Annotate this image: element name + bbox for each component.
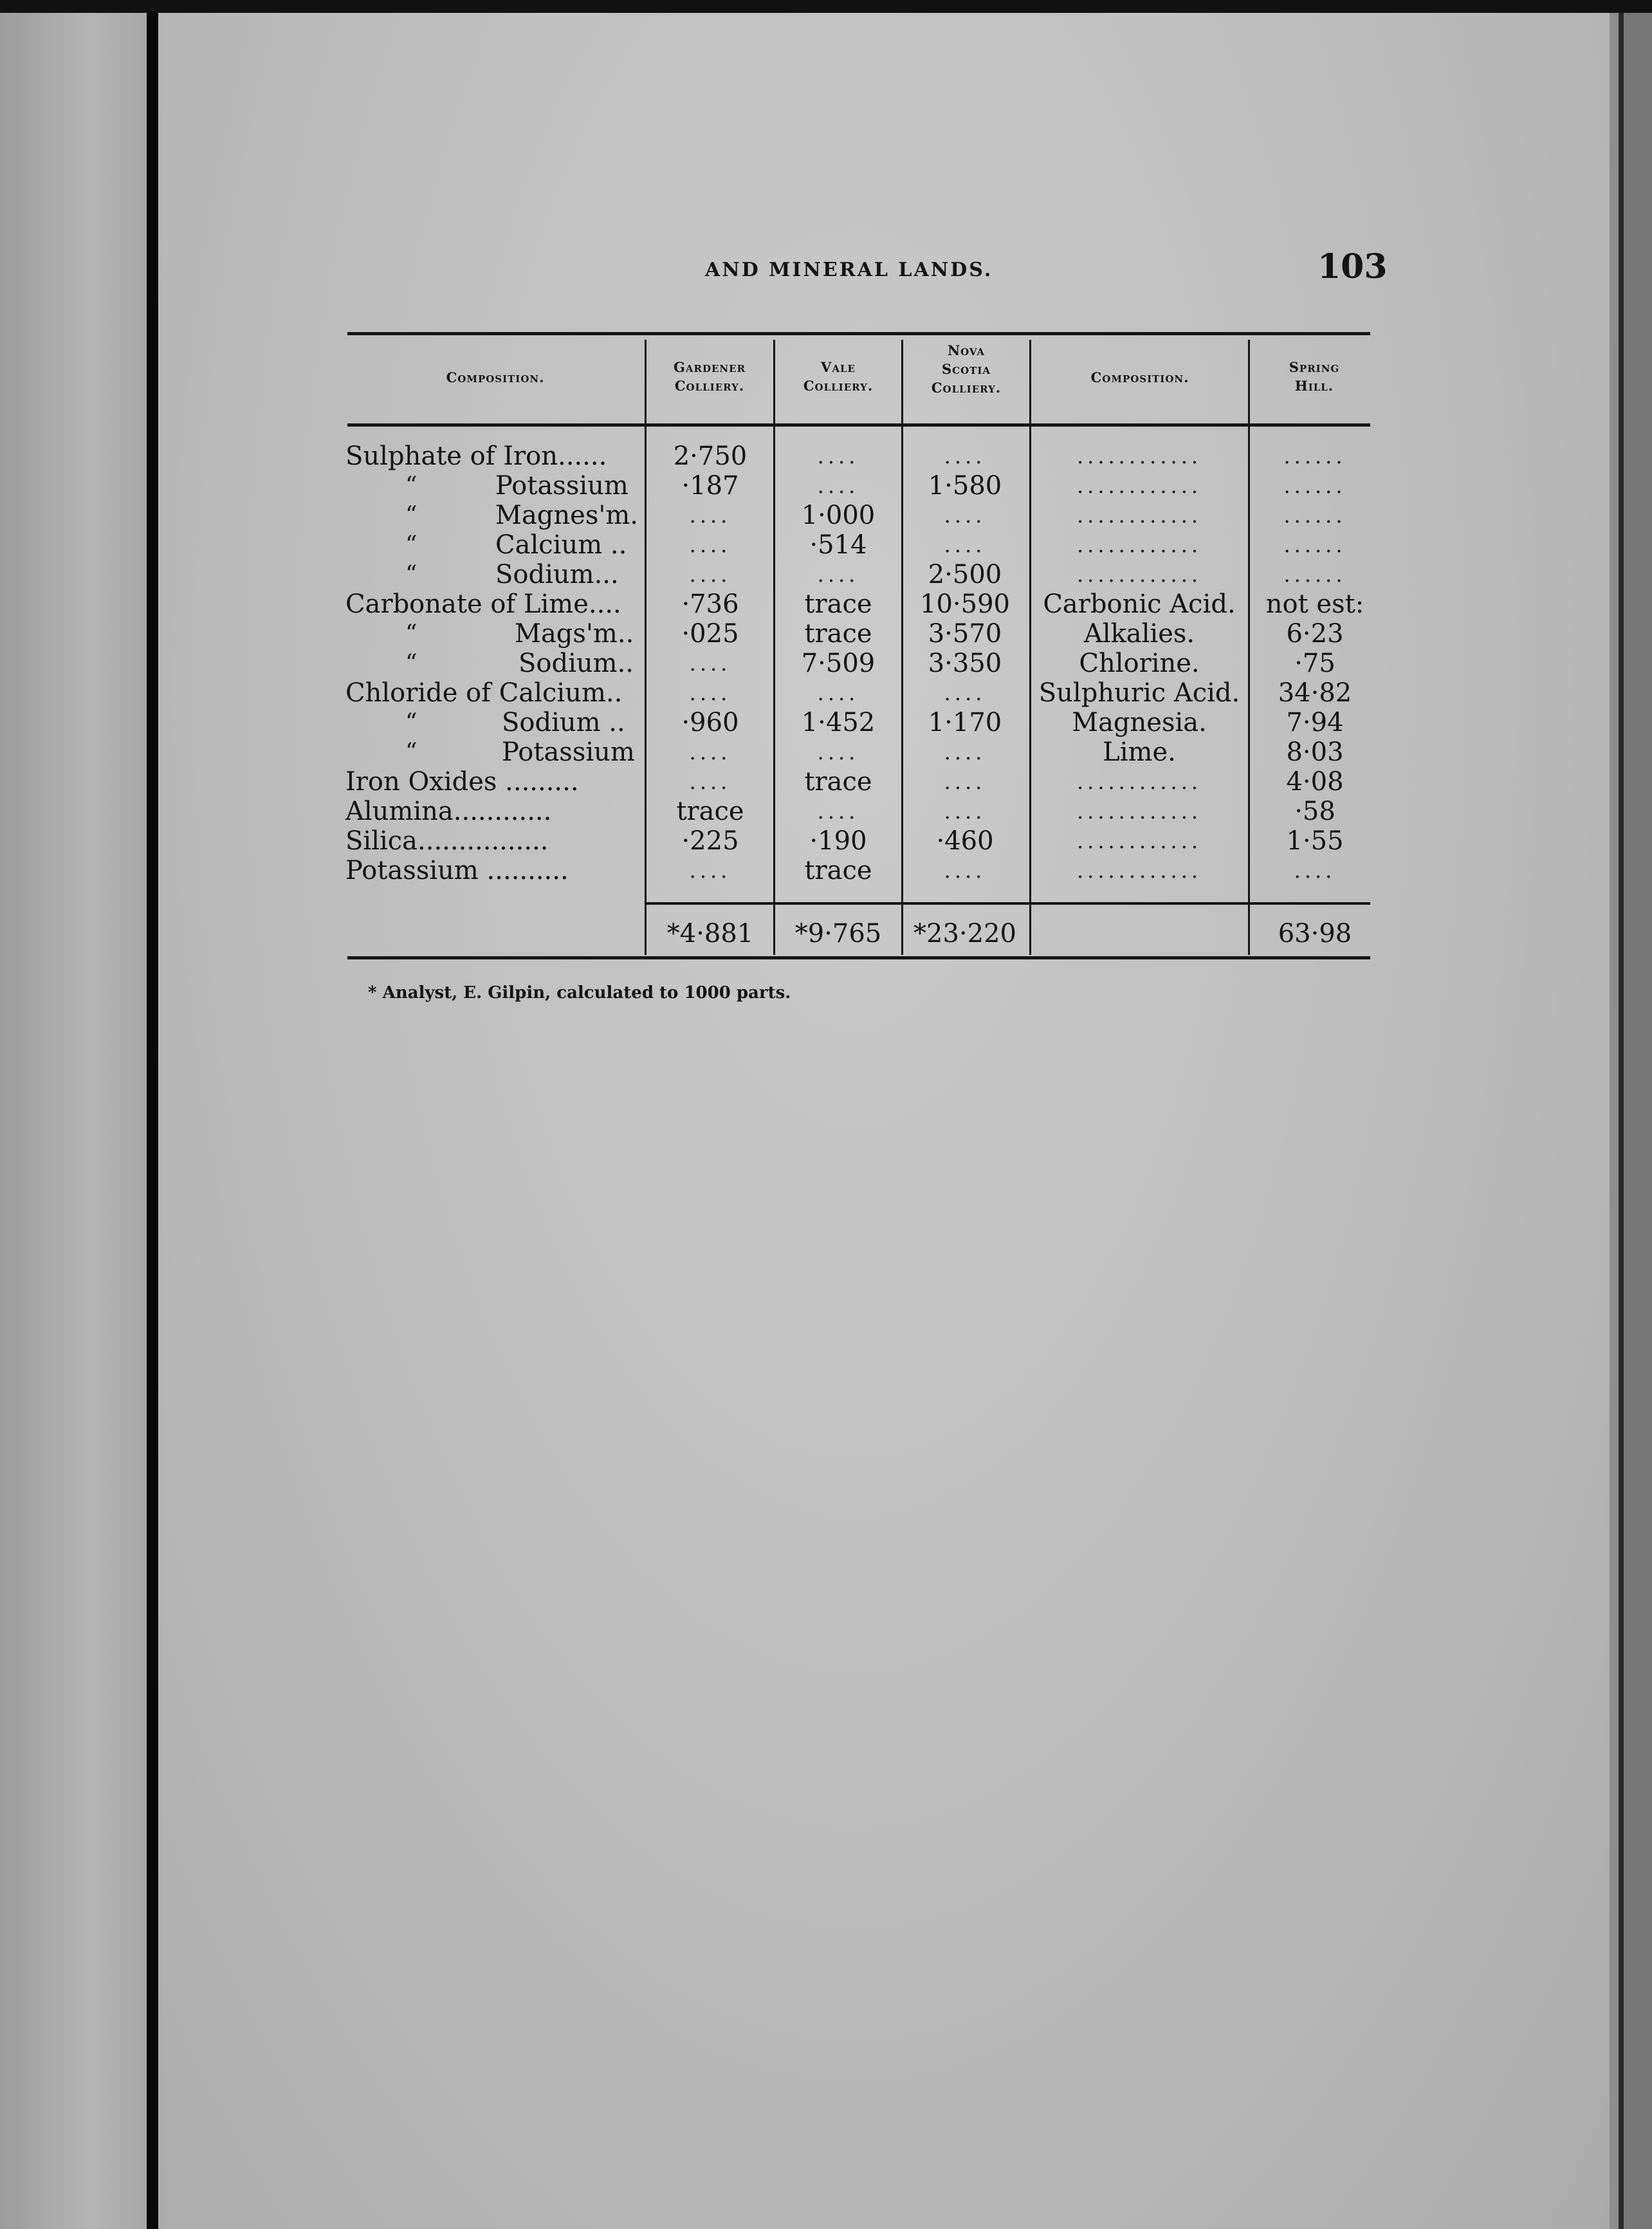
table-bottom-rule <box>347 956 1370 959</box>
cell-vale: .... <box>817 681 859 705</box>
cell-spring-hill: 34·82 <box>1278 678 1352 708</box>
ditto-mark: “ <box>405 532 418 558</box>
book-gutter <box>147 13 158 2229</box>
cell-vale: 1·000 <box>801 501 876 530</box>
cell-composition-2: ............ <box>1076 474 1202 498</box>
footnote: * Analyst, E. Gilpin, calculated to 1000 parts. <box>368 983 791 1003</box>
cell-gardener: .... <box>689 533 731 557</box>
book-edge <box>1624 13 1652 2229</box>
totals-rule <box>646 902 1370 905</box>
row-label: Iron Oxides ......... <box>345 767 579 797</box>
header-nova-scotia-colliery: Nova Scotia Colliery. <box>931 342 1002 396</box>
row-label: Sulphate of Iron...... <box>345 441 607 471</box>
cell-vale: 7·509 <box>801 649 876 678</box>
cell-nova-scotia: .... <box>944 503 986 528</box>
ditto-mark: “ <box>405 472 418 499</box>
ditto-mark: “ <box>405 739 418 765</box>
header-spring-hill: Spring Hill. <box>1289 359 1340 394</box>
cell-gardener: ·225 <box>681 826 739 856</box>
row-label: Silica................ <box>345 826 549 856</box>
cell-composition-2: Carbonic Acid. <box>1043 589 1236 619</box>
cell-composition-2: ............ <box>1076 503 1202 528</box>
cell-vale: .... <box>817 740 859 764</box>
table-top-rule <box>347 332 1370 335</box>
row-label: Sodium... <box>495 560 619 589</box>
cell-gardener: ·025 <box>681 619 739 649</box>
cell-nova-scotia: .... <box>944 533 986 557</box>
cell-nova-scotia: .... <box>944 770 986 794</box>
cell-composition-2: ............ <box>1076 562 1202 587</box>
cell-vale: ·190 <box>809 826 867 856</box>
cell-nova-scotia: ·460 <box>936 826 994 856</box>
cell-gardener: .... <box>689 858 731 883</box>
cell-composition-2: ............ <box>1076 799 1202 824</box>
cell-gardener: .... <box>689 562 731 587</box>
cell-spring-hill: .... <box>1294 858 1336 883</box>
total-spring-hill: 63·98 <box>1278 919 1352 948</box>
ditto-mark: “ <box>405 561 418 587</box>
cell-composition-2: Sulphuric Acid. <box>1038 678 1240 708</box>
page-edge <box>1610 13 1619 2229</box>
cell-composition-2: ............ <box>1076 858 1202 883</box>
total-nova-scotia: *23·220 <box>913 919 1016 948</box>
cell-spring-hill: ...... <box>1283 503 1346 528</box>
row-label: Sodium.. <box>519 649 634 678</box>
cell-nova-scotia: .... <box>944 444 986 468</box>
page-edge-shadow <box>1619 13 1624 2229</box>
total-vale: *9·765 <box>794 919 882 948</box>
page <box>158 13 1610 2229</box>
ditto-mark: “ <box>405 709 418 735</box>
cell-nova-scotia: .... <box>944 681 986 705</box>
cell-spring-hill: ·75 <box>1294 649 1335 678</box>
cell-spring-hill: 1·55 <box>1286 826 1344 856</box>
cell-composition-2: Alkalies. <box>1083 619 1195 649</box>
cell-nova-scotia: 3·570 <box>928 619 1002 649</box>
cell-gardener: ·187 <box>681 471 739 501</box>
row-label: Carbonate of Lime.... <box>345 589 621 619</box>
cell-gardener: trace <box>676 797 744 826</box>
cell-spring-hill: not est: <box>1265 589 1364 619</box>
cell-nova-scotia: 2·500 <box>928 560 1002 589</box>
cell-composition-2: ............ <box>1076 444 1202 468</box>
cell-gardener: .... <box>689 770 731 794</box>
cell-vale: .... <box>817 562 859 587</box>
header-composition-2: Composition. <box>1090 369 1189 385</box>
cell-nova-scotia: .... <box>944 740 986 764</box>
cell-spring-hill: 8·03 <box>1286 737 1344 767</box>
cell-vale: .... <box>817 444 859 468</box>
header-vale-colliery: Vale Colliery. <box>803 359 874 394</box>
cell-spring-hill: ...... <box>1283 562 1346 587</box>
cell-vale: .... <box>817 474 859 498</box>
cell-gardener: 2·750 <box>673 441 748 471</box>
cell-spring-hill: ...... <box>1283 474 1346 498</box>
row-label: Potassium .......... <box>345 856 569 885</box>
cell-gardener: .... <box>689 503 731 528</box>
row-label: Mags'm.. <box>515 619 634 649</box>
cell-vale: ·514 <box>809 530 867 560</box>
cell-vale: trace <box>804 767 872 797</box>
running-head: AND MINERAL LANDS. <box>705 259 993 281</box>
cell-gardener: ·960 <box>681 708 739 737</box>
cell-nova-scotia: .... <box>944 799 986 824</box>
cell-spring-hill: 7·94 <box>1286 708 1344 737</box>
cell-vale: trace <box>804 856 872 885</box>
cell-gardener: ·736 <box>681 589 739 619</box>
cell-composition-2: ............ <box>1076 770 1202 794</box>
cell-composition-2: ............ <box>1076 533 1202 557</box>
cell-composition-2: Magnesia. <box>1072 708 1207 737</box>
row-label: Magnes'm. <box>495 501 639 530</box>
row-label: Sodium .. <box>502 708 625 737</box>
cell-composition-2: Lime. <box>1103 737 1176 767</box>
cell-spring-hill: ...... <box>1283 533 1346 557</box>
cell-gardener: .... <box>689 681 731 705</box>
cell-spring-hill: ·58 <box>1294 797 1335 826</box>
header-rule <box>347 423 1370 427</box>
ditto-mark: “ <box>405 620 418 647</box>
row-label: Calcium .. <box>495 530 627 560</box>
cell-spring-hill: ...... <box>1283 444 1346 468</box>
cell-vale: 1·452 <box>801 708 876 737</box>
page-number: 103 <box>1317 247 1388 286</box>
column-divider <box>1029 340 1031 955</box>
cell-spring-hill: 6·23 <box>1286 619 1344 649</box>
total-gardener: *4·881 <box>666 919 754 948</box>
cell-composition-2: Chlorine. <box>1079 649 1200 678</box>
cell-nova-scotia: .... <box>944 858 986 883</box>
cell-gardener: .... <box>689 740 731 764</box>
row-label: Alumina............ <box>345 797 552 826</box>
row-label: Potassium <box>495 471 629 501</box>
ditto-mark: “ <box>405 502 418 528</box>
row-label: Chloride of Calcium.. <box>345 678 623 708</box>
cell-nova-scotia: 1·170 <box>928 708 1002 737</box>
cell-vale: trace <box>804 619 872 649</box>
ditto-mark: “ <box>405 650 418 676</box>
facing-page <box>0 13 147 2229</box>
cell-gardener: .... <box>689 651 731 676</box>
cell-nova-scotia: 10·590 <box>920 589 1010 619</box>
cell-composition-2: ............ <box>1076 829 1202 853</box>
cell-spring-hill: 4·08 <box>1286 767 1344 797</box>
cell-vale: .... <box>817 799 859 824</box>
cell-vale: trace <box>804 589 872 619</box>
header-gardener-colliery: Gardener Colliery. <box>673 359 746 394</box>
cell-nova-scotia: 3·350 <box>928 649 1002 678</box>
cell-nova-scotia: 1·580 <box>928 471 1002 501</box>
row-label: Potassium <box>502 737 635 767</box>
header-composition: Composition. <box>446 369 545 385</box>
column-divider <box>1248 340 1250 955</box>
